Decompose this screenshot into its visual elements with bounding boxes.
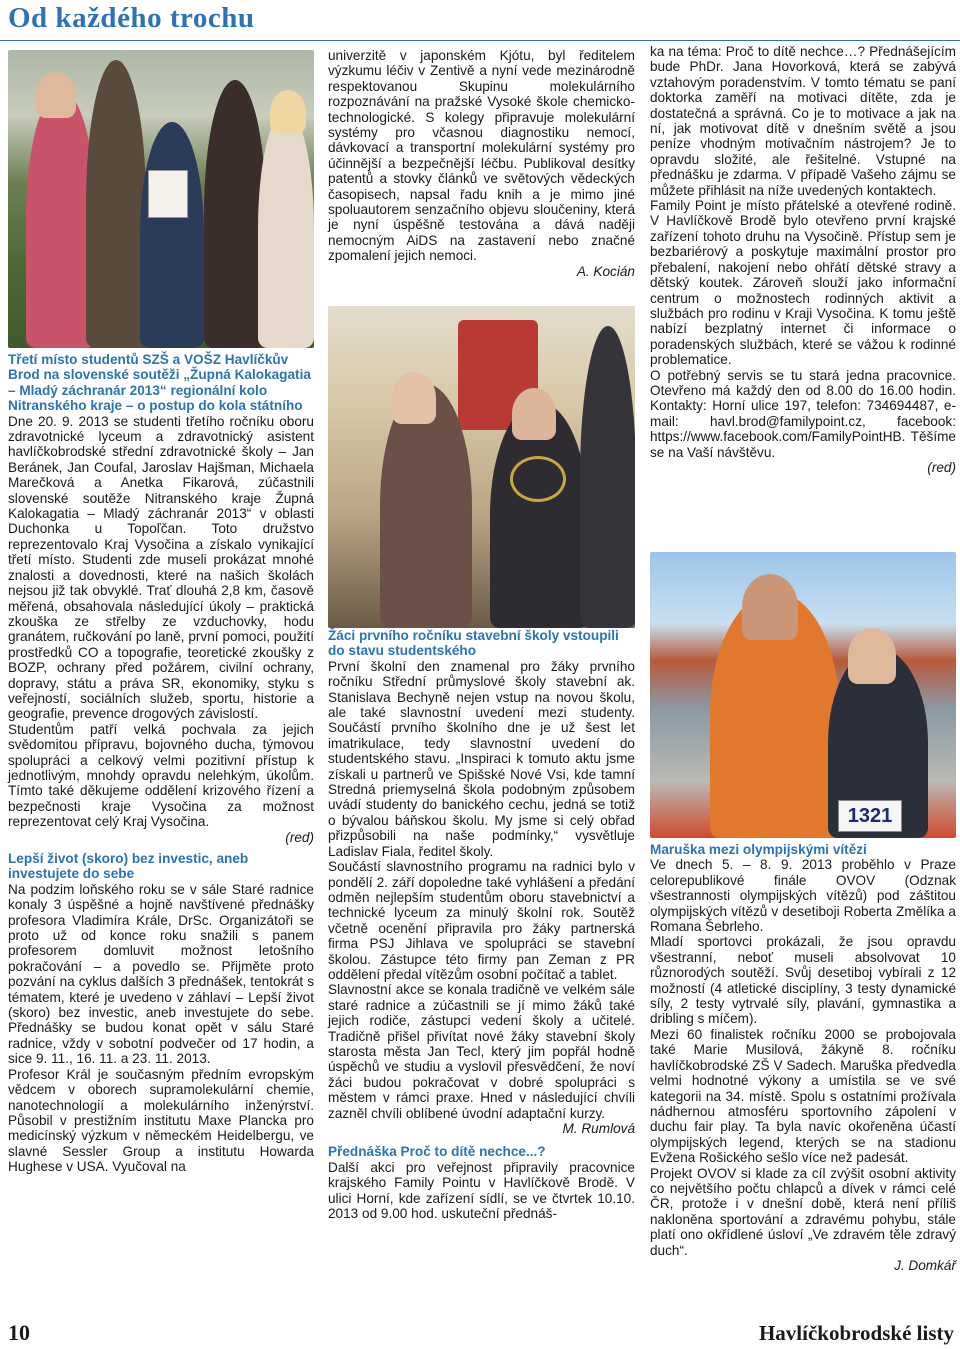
column-right-lower — [650, 842, 956, 1273]
article-signature: (red) — [285, 829, 314, 845]
article-paragraph: Family Point je místo přátelské a otevřené rodině. V Havlíčkově Brodě bylo otevřeno první krajské zařízení tohoto druhu na Vysočině. Přístup sem je bezbariérový a poskytuje maximální prostor pro přebalení, nakojení nebo ohřátí dětské stravy a dětský koutek. Zároveň slouží jako informační centrum o možnostech rodinných aktivit a službách pro rodinu v Kraji Vysočina. K tomu ještě nabízí bezplatný internet či informace o poradenských službách, které se vážou k rodinné problematice. — [650, 198, 956, 368]
article-signature: (red) — [927, 459, 956, 475]
article-heading: Přednáška Proč to dítě nechce...? — [328, 1144, 546, 1160]
article-paragraph: Na podzim loňského roku se v sále Staré radnice konaly 3 úspěšné a hojně navštívené přednášky profesora Vladimíra Krále, DrSc. Organizátoři se proto už od konce roku snažili s panem profesorem domluvit možnost letošního pokračování – a povedlo se. Přijměte proto pozvání na cyklus dalších 3 přednášek, tentokrát s tématem, které je uvedeno v záhlaví – Lepší život (skoro) bez investic, aneb investujete do sebe. Přednášky se budou konat opět v sálu Staré radnice, vždy v sobotní podvečer od 17 hodin, a sice 9. 11., 16. 11. a 23. 11. 2013. — [8, 881, 314, 1067]
column-left — [8, 352, 314, 1175]
article-paragraph: Dne 20. 9. 2013 se studenti třetího ročníku oboru zdravotnické lyceum a zdravotnický asistent havlíčkobrodské střední zdravotnické školy – Jan Beránek, Jan Coufal, Jaroslav Hajšman, Michaela Marečková a Anetka Fikarová, zúčastnili slovenské soutěže Nitranského kraje Župná Kalokagatia – Mladý záchranár 2013“ v oblasti Duchonka u Topoľčan. Toto družstvo reprezentovalo Kraj Vysočina a získalo vynikající třetí místo. Studenti zde museli prokázat mnohé znalosti a dovednosti, které na našich školách nejsou již tak obvyklé. Trať dlouhá 2,8 km, časově měřená, obsahovala následující úkoly – praktická zkouška ze střelby ze vzduchovky, hodu granátem, ručkování po laně, první pomoci, použití prostředků CO a topografie, teoretické zkoušky z BOZP, ochrany před požárem, civilní ochrany, dopravy, státu a práva SR, ekonomiky, styku s veřejností, sociálních služeb, sportu, historie a geografie, prevence drogových závislostí. — [8, 413, 314, 722]
article-paragraph: Studentům patří velká pochvala za jejich svědomitou přípravu, bojovného ducha, týmovou spolupráci a celkový velmi pozitivní přístup k jednotlivým, mnohdy opravdu nelehkým, úkolům. Tímto také děkujeme oddělení krizového řízení a bezpečnosti kraje Vysočina za možnost reprezentovat celý Kraj Vysočina. — [8, 721, 314, 830]
page-number: 10 — [8, 1320, 30, 1345]
article-paragraph: ka na téma: Proč to dítě nechce…? Přednášejícím bude PhDr. Jana Hovorková, která se zabývá vztahovým poradenstvím. V tomto tématu se paní doktorka zaměří na motivaci dítěte, zda je dostatečná a správná. Co je to motivace a jak na ní, jak motivovat dítě v dnešním světě a jsou peníze vhodným motivačním nástrojem? Je to opravdu složité, ale řešitelné. Vstupné na přednášku je zdarma. V případě Vašeho zájmu se můžete přihlásit na níže uvedených kontaktech. — [650, 44, 956, 198]
students-photo — [8, 50, 314, 348]
article-signature: A. Kocián — [576, 263, 635, 279]
article-heading: Žáci prvního ročníku stavební školy vstoupili do stavu studentského — [328, 628, 619, 659]
article-heading: Lepší život (skoro) bez investic, aneb investujete do sebe — [8, 851, 249, 882]
ceremony-photo — [328, 306, 635, 628]
article-paragraph: Mladí sportovci prokázali, že jsou opravdu všestranní, neboť museli absolvovat 10 různorodých soutěží. Svůj desetiboj vybírali z 12 možností (4 atletické disciplíny, 3 testy dynamické síly, 2 testy vytrvalé síly, plavání, gymnastika a dribling s míčem). — [650, 934, 956, 1027]
page-title: Od každého trochu — [8, 2, 255, 34]
article-paragraph: Profesor Král je současným předním evropským vědcem v oborech supramolekulární chemie, nanotechnologií a molekulárního inženýrství. Působil v prestižním institutu Maxe Plancka pro medicínský výzkum v německém Heidelbergu, ve slavné Sessler Group a institutu Howarda Hughese v USA. Vyučoval na — [8, 1066, 314, 1175]
article-signature: M. Rumlová — [562, 1121, 635, 1136]
article-paragraph: První školní den znamenal pro žáky prvního ročníku Střední průmyslové školy stavební ak. Stanislava Bechyně nejen vstup na novou školu, ale také slavnostní uvedení mezi studenty. Součástí prvního školního dne je už šest let imatrikulace, tedy slavnostní uvedení do studentského stavu. „Inspiraci k tomuto aktu jsme získali u partnerů ve Spišské Nové Vsi, kde tamní Stredná priemyselná škola podobným způsobem uvádí studenty do banického cechu, jedná se totiž o bývalou báňskou školu. My jsme si celý obřad přizpůsobili na naše podmínky,“ vysvětluje Ladislav Fiala, ředitel školy. — [328, 658, 635, 859]
article-heading: Maruška mezi olympijskými vítězi — [650, 842, 867, 857]
publication-name: Havlíčkobrodské listy — [758, 1321, 954, 1345]
article-paragraph: Další akci pro veřejnost připravily pracovnice krajského Family Pointu v Havlíčkově Brodě. V ulici Horní, kde zařízení sídlí, se ve čtvrtek 10.10. 2013 od 9.00 hod. uskuteční přednáš- — [328, 1159, 635, 1222]
article-paragraph: Součástí slavnostního programu na radnici bylo v pondělí 2. září dopoledne také vyhlášení a předání odměn nejlepším studentům oboru stavebnictví a technické lyceum za minulý školní rok. Soutěž včetně ocenění připravila pro žáky partnerská firma PSJ Jihlava ve spolupráci se stavební školou. Zástupce této firmy pan Zeman z PR oddělení předal vítězům osobní počítač a tablet. — [328, 859, 635, 982]
article-signature: J. Domkář — [894, 1257, 956, 1273]
athletes-photo — [650, 552, 956, 838]
article-paragraph: O potřebný servis se tu stará jedna pracovnice. Otevřeno má každý den od 8.00 do 16.00 hodin. Kontakty: Horní ulice 197, telefon: 734694487, e-mail: havl.brod@familypoint.cz, facebook: https://www.facebook.com/FamilyPointHB. Těšíme se na Vaší návštěvu. — [650, 367, 956, 460]
article-heading: Třetí místo studentů SZŠ a VOŠZ Havlíčkův Brod na slovenské soutěži „Župná Kalokagatia – Mladý záchranár 2013“ regionální kolo Nitranského kraje – o postup do kola státního — [8, 352, 311, 414]
article-paragraph: Ve dnech 5. – 8. 9. 2013 proběhlo v Praze celorepublikové finále OVOV (Odznak všestrannosti olympijských vítězů) pod záštitou olympijských vítězů v desetiboji Roberta Změlíka a Romana Šebrleho. — [650, 857, 956, 935]
column-middle — [328, 48, 635, 279]
bib-number: 1321 — [838, 800, 902, 832]
article-paragraph: Projekt OVOV si klade za cíl zvýšit osobní aktivity co největšího počtu chlapců a dívek v rámci celé ČR, protože i v dnešní době, která není příliš nakloněna sportování a zdravému pohybu, stále platí ono okřídlené úsloví „Ve zdravém těle zdravý duch“. — [650, 1165, 956, 1258]
article-paragraph: Slavnostní akce se konala tradičně ve velkém sále staré radnice a zúčastnili se jí mimo žáků také jejich rodiče, zástupci vedení školy a učitelé. Tradičně přišel přivítat nové žáky stavební školy starosta města Jan Tecl, který jim popřál hodně úspěchů ve studiu a vyslovil přesvědčení, že noví žáci budou pokračovat v dobré spolupráci s městem v rámci praxe. Hned v následující chvíli zazněl chvíli oblíbené úvodní adaptační kurzy. — [328, 982, 635, 1121]
column-right — [650, 44, 956, 475]
header-rule — [0, 40, 960, 41]
article-paragraph: Mezi 60 finalistek ročníku 2000 se probojovala také Marie Musilová, žákyně 8. ročníku havlíčkobrodské ZŠ V Sadech. Maruška předvedla velmi hodnotné výkony a umístila se ve své kategorii na 34. místě. Spolu s ostatními prožívala nádhernou atmosféru sportovního zápolení v duchu fair play. Ta byla navíc okořeněna účastí olympijských legend, kterých se na stadionu Evžena Rošického sešlo více než padesát. — [650, 1026, 956, 1166]
article-paragraph: univerzitě v japonském Kjótu, byl ředitelem výzkumu léčiv v Zentivě a nyní vede mezinárodně respektovanou Skupinu molekulárního rozpoznávání na pražské Vysoké škole chemicko-technologické. S kolegy připravuje molekulární systémy pro včasnou diagnostiku nemocí, dávkovací a transportní molekulární systémy pro účinnější a bezpečnější léčbu. Publikoval desítky patentů a stovky článků ve světových vědeckých časopisech, napsal řadu knih a je mimo jiné spoluautorem senzačního objevu sloučeniny, která je nyní úspěšně testována a dává naději nemocným AiDS na zastavení nebo značné zpomalení jejich nemoci. — [328, 48, 635, 264]
column-middle-lower — [328, 628, 635, 1221]
